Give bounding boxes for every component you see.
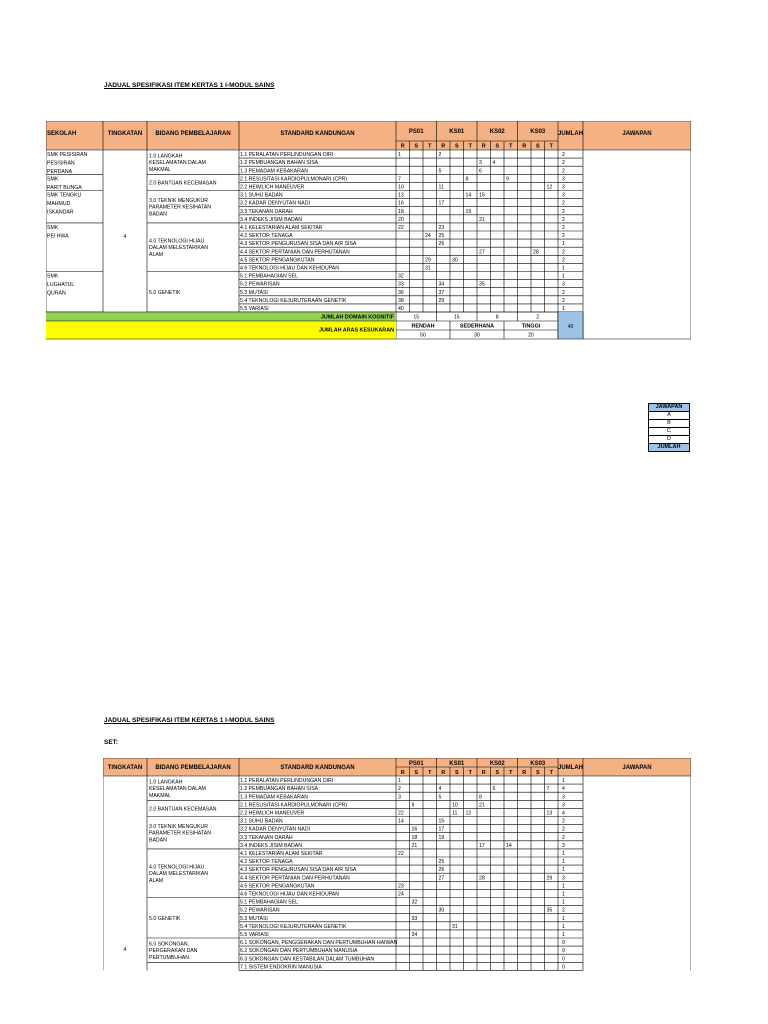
bidang-pembelajaran: DALAM MELESTARIKAN (149, 871, 208, 878)
item-number: 31 (425, 265, 431, 272)
header-rst: T (468, 143, 472, 150)
item-number: 32 (411, 899, 418, 906)
row-jumlah: 2 (562, 834, 565, 841)
header-rst: T (549, 769, 553, 776)
item-number: 20 (398, 216, 404, 223)
standard-kandungan: 4.5 SEKTOR PENGANGKUTAN (240, 257, 315, 264)
bidang-pembelajaran: PERGERAKAN DAN (149, 948, 198, 955)
bidang-pembelajaran: 5.0 GENETIK (149, 915, 181, 922)
header-rst: S (454, 769, 459, 776)
bidang-pembelajaran: ALAM (149, 252, 164, 258)
header-rst: S (535, 769, 540, 776)
bidang-pembelajaran: BADAN (149, 837, 167, 844)
item-number: 14 (398, 818, 404, 825)
standard-kandungan: 3.4 INDEKS JISIM BADAN (240, 216, 302, 223)
standard-kandungan: 2.1 RESUSITASI KARDIOPULMONARI (CPR) (240, 176, 348, 183)
bidang-pembelajaran: PERTUMBUHAN (149, 954, 189, 961)
row-jumlah: 4 (562, 810, 565, 817)
item-number: 9 (411, 802, 415, 809)
standard-kandungan: 4.1 KELESTARIAN ALAM SEKITAR (240, 851, 323, 857)
row-jumlah: 1 (562, 306, 565, 312)
standard-kandungan: 7.1 SISTEM ENDOKRIN MANUSIA (240, 964, 322, 971)
aras-level-label: SEDERHANA (459, 323, 495, 330)
bidang-pembelajaran: 2.0 BANTUAN KECEMASAN (149, 806, 217, 813)
standard-kandungan: 4.1 KELESTARIAN ALAM SEKITAR (240, 225, 323, 231)
header-rst: T (468, 769, 472, 776)
row-jumlah: 3 (562, 184, 565, 191)
item-number: 32 (398, 273, 404, 280)
standard-kandungan: 5.4 TEKNOLOGI KEJURUTERAAN GENETIK (240, 923, 347, 930)
item-number: 12 (465, 810, 472, 817)
item-number: 17 (479, 842, 485, 849)
item-number: 3 (479, 160, 482, 167)
standard-kandungan: 4.4 SEKTOR PERTANIAN DAN PERHUTANAN (240, 249, 350, 256)
tingkatan-value: 4 (123, 234, 127, 241)
row-jumlah: 2 (562, 225, 565, 231)
domain-value: 8 (495, 314, 499, 321)
row-jumlah: 2 (562, 289, 565, 296)
sekolah-name: MAHMUD (47, 201, 71, 207)
row-jumlah: 2 (562, 200, 565, 207)
item-number: 10 (452, 802, 458, 809)
sekolah-name: SMK (47, 176, 59, 183)
bidang-pembelajaran: 4.0 TEKNOLOGI HIJAU (149, 238, 205, 245)
row-jumlah: 1 (562, 867, 565, 874)
header-group: PS01 (408, 760, 424, 767)
header-jawapan: JAWAPAN (622, 131, 652, 137)
header-tingkatan: TINGKATAN (107, 131, 143, 137)
sekolah-name: PESISIRAN (47, 160, 75, 167)
standard-kandungan: 4.3 SEKTOR PENGURUSAN SISA DAN AIR SISA (240, 867, 357, 874)
spec-table-2 (103, 758, 691, 1024)
standard-kandungan: 6.2 SOKONGAN DAN PERTUMBUHAN MANUSIA (240, 948, 358, 955)
row-jumlah: 1 (562, 923, 565, 930)
standard-kandungan: 4.5 SEKTOR PENGANGKUTAN (240, 883, 315, 890)
item-number: 35 (546, 907, 553, 914)
row-jumlah: 1 (562, 891, 565, 898)
item-number: 40 (398, 306, 404, 312)
standard-kandungan: 1.3 PEMADAM KEBAKARAN (240, 794, 309, 801)
item-number: 33 (398, 281, 404, 288)
row-jumlah: 0 (562, 964, 565, 971)
domain-label: JUMLAH DOMAIN KOGNITIF (320, 314, 394, 321)
header-jumlah: JUMLAH (558, 131, 583, 137)
standard-kandungan: 4.3 SEKTOR PENGURUSAN SISA DAN AIR SISA (240, 241, 357, 248)
sekolah-name: ISKANDAR (47, 209, 74, 216)
item-number: 38 (398, 297, 404, 304)
row-jumlah: 2 (562, 826, 565, 833)
row-jumlah: 3 (562, 842, 565, 849)
standard-kandungan: 5.4 TEKNOLOGI KEJURUTERAAN GENETIK (240, 297, 347, 304)
item-number: 23 (398, 883, 404, 890)
row-jumlah: 2 (562, 257, 565, 264)
header-group: KS02 (489, 760, 505, 767)
standard-kandungan: 5.5 VARIASI (240, 932, 269, 938)
row-jumlah: 3 (562, 802, 565, 809)
standard-kandungan: 3.4 INDEKS JISIM BADAN (240, 842, 302, 849)
row-jumlah: 1 (562, 859, 565, 866)
standard-kandungan: 4.2 SEKTOR TENAGA (240, 859, 293, 866)
row-jumlah: 3 (562, 176, 565, 183)
item-number: 11 (438, 184, 444, 191)
aras-level-label: TINGGI (521, 323, 541, 330)
row-jumlah: 2 (562, 216, 565, 223)
sekolah-name: SMK TENGKU (47, 192, 82, 199)
row-jumlah: 2 (562, 233, 565, 240)
aras-level-label: RENDAH (411, 323, 435, 330)
row-jumlah: 2 (562, 152, 565, 159)
header-rst: S (414, 769, 419, 776)
item-number: 25 (438, 233, 445, 240)
item-number: 6 (479, 168, 482, 175)
bidang-pembelajaran: 3.0 TEKNIK MENGUKUR (149, 197, 208, 204)
bidang-pembelajaran: KESELAMATAN DALAM (149, 786, 206, 793)
header-rst: R (400, 143, 405, 150)
item-number: 18 (411, 834, 418, 841)
standard-kandungan: 6.3 SOKONGAN DAN KESTABILAN DALAM TUMBUHAN (240, 956, 375, 963)
standard-kandungan: 5.3 MUTASI (240, 289, 268, 296)
item-number: 34 (438, 281, 445, 288)
item-number: 13 (398, 192, 404, 199)
header-standard: STANDARD KANDUNGAN (280, 131, 355, 137)
item-number: 14 (465, 192, 472, 199)
item-number: 5 (438, 168, 442, 175)
item-number: 19 (465, 208, 472, 215)
bidang-pembelajaran: MAKMAL (149, 792, 171, 799)
standard-kandungan: 3.2 KADAR DENYUTAN NADI (240, 826, 310, 833)
sekolah-name: QURAN (47, 290, 66, 297)
standard-kandungan: 6.1 SOKONGAN, PENGGERAKAN DAN PERTUMBUHAN HAIWAN (240, 940, 398, 947)
item-number: 15 (438, 818, 445, 825)
item-number: 28 (533, 249, 539, 256)
item-number: 4 (438, 786, 442, 793)
item-number: 7 (546, 786, 550, 793)
item-number: 23 (438, 225, 445, 231)
header-row-fill (46, 121, 691, 150)
header-rst: R (481, 769, 486, 776)
header-group: KS03 (530, 760, 546, 767)
set-label: SET: (104, 739, 119, 746)
item-number: 2 (438, 152, 442, 159)
header-rst: R (441, 769, 446, 776)
item-number: 8 (479, 794, 482, 801)
item-number: 12 (546, 184, 553, 191)
row-jumlah: 3 (562, 192, 565, 199)
item-number: 25 (438, 859, 445, 866)
bidang-pembelajaran: 6.0 SOKONGAN, (149, 941, 190, 948)
header-jawapan: JAWAPAN (622, 765, 652, 771)
row-jumlah: 2 (562, 818, 565, 825)
item-number: 24 (425, 233, 431, 240)
standard-kandungan: 2.1 RESUSITASI KARDIOPULMONARI (CPR) (240, 802, 348, 809)
standard-kandungan: 1.2 PEMBUANGAN BAHAN SISA (240, 786, 319, 793)
sekolah-name: SMK (47, 273, 59, 280)
item-number: 1 (398, 778, 401, 785)
standard-kandungan: 1.2 PEMBUANGAN BAHAN SISA (240, 160, 319, 167)
bidang-pembelajaran: 4.0 TEKNOLOGI HIJAU (149, 864, 205, 871)
spec-table-1 (46, 121, 691, 393)
aras-level-value: 20 (528, 332, 534, 339)
header-group: PS01 (408, 129, 424, 135)
bidang-pembelajaran: 1.0 LANGKAH (149, 153, 183, 160)
row-jumlah: 1 (562, 273, 565, 280)
item-number: 5 (438, 794, 442, 801)
row-jumlah: 2 (562, 168, 565, 175)
bidang-pembelajaran: 3.0 TEKNIK MENGUKUR (149, 823, 208, 830)
header-rst: S (535, 143, 540, 150)
item-number: 21 (479, 216, 485, 223)
item-number: 21 (479, 802, 485, 809)
row-jumlah: 1 (562, 883, 565, 890)
item-number: 30 (452, 257, 458, 264)
standard-kandungan: 5.3 MUTASI (240, 915, 268, 922)
bidang-pembelajaran: DALAM MELESTARIKAN (149, 245, 208, 252)
row-jumlah: 1 (562, 265, 565, 272)
item-number: 24 (398, 891, 404, 898)
document-title-1: JADUAL SPESIFIKASI ITEM KERTAS 1 I-MODUL SAINS (104, 82, 275, 89)
item-number: 29 (546, 875, 553, 882)
row-jumlah: 1 (562, 899, 565, 906)
header-bidang: BIDANG PEMBELAJARAN (155, 131, 231, 137)
item-number: 15 (479, 192, 485, 199)
row-jumlah: 0 (562, 956, 565, 963)
header-rst: S (495, 143, 500, 150)
item-number: 36 (398, 289, 404, 296)
row-jumlah: 2 (562, 297, 565, 304)
header-bidang: BIDANG PEMBELAJARAN (155, 765, 231, 771)
item-number: 26 (438, 867, 445, 874)
standard-kandungan: 5.1 PEMBAHAGIAN SEL (240, 273, 298, 280)
row-jumlah: 3 (562, 875, 565, 882)
bidang-pembelajaran: PARAMETER KESIHATAN (149, 204, 211, 211)
item-number: 31 (452, 923, 458, 930)
aras-level-value: 50 (420, 332, 426, 339)
item-number: 35 (479, 281, 485, 288)
header-group: KS01 (449, 760, 465, 767)
standard-kandungan: 2.2 HEIMLICH MANEUVER (240, 810, 305, 817)
header-rst: T (428, 143, 432, 150)
header-group: KS02 (489, 129, 505, 135)
row-jumlah: 1 (562, 915, 565, 922)
item-number: 16 (398, 200, 404, 207)
header-jumlah: JUMLAH (558, 765, 583, 771)
standard-kandungan: 5.2 PEWARISAN (240, 281, 280, 288)
aras-label: JUMLAH ARAS KESUKARAN (319, 327, 394, 334)
item-number: 1 (398, 152, 401, 159)
header-group: KS03 (530, 129, 546, 135)
item-number: 7 (398, 176, 401, 183)
domain-value: 2 (536, 314, 540, 321)
sekolah-name: SMK (47, 224, 59, 231)
header-group: KS01 (449, 129, 465, 135)
sekolah-name: PARIT BUNGA (47, 184, 82, 191)
row-jumlah: 0 (562, 940, 565, 947)
item-number: 2 (398, 786, 401, 793)
row-jumlah: 1 (562, 241, 565, 248)
item-number: 33 (411, 915, 418, 922)
row-jumlah: 3 (562, 794, 565, 801)
standard-kandungan: 3.1 SUHU BADAN (240, 192, 283, 199)
standard-kandungan: 1.1 PERALATAN PERLINDUNGAN DIRI (240, 778, 334, 785)
standard-kandungan: 5.1 PEMBAHAGIAN SEL (240, 899, 298, 906)
item-number: 17 (438, 826, 445, 833)
item-number: 29 (438, 297, 445, 304)
item-number: 19 (438, 834, 445, 841)
standard-kandungan: 3.3 TEKANAN DARAH (240, 208, 293, 215)
item-number: 3 (398, 794, 401, 801)
bidang-pembelajaran: 2.0 BANTUAN KECEMASAN (149, 180, 217, 187)
bidang-pembelajaran: PARAMETER KESIHATAN (149, 830, 211, 837)
header-rst: T (509, 143, 513, 150)
item-number: 28 (479, 875, 485, 882)
item-number: 18 (398, 208, 404, 215)
header-rst: R (481, 143, 486, 150)
header-standard: STANDARD KANDUNGAN (280, 765, 355, 771)
standard-kandungan: 5.5 VARIASI (240, 306, 269, 312)
row-jumlah: 4 (562, 786, 565, 793)
jawapan-option: C (649, 428, 690, 436)
item-number: 8 (465, 176, 469, 183)
jawapan-table-footer: JUMLAH (649, 444, 690, 452)
standard-kandungan: 1.1 PERALATAN PERLINDUNGAN DIRI (240, 152, 334, 159)
header-rst: R (441, 143, 446, 150)
item-number: 11 (452, 810, 458, 817)
item-number: 22 (398, 810, 404, 817)
header-rst: S (414, 143, 419, 150)
sekolah-name: PERDANA (47, 169, 73, 175)
jawapan-option: A (649, 412, 690, 420)
jawapan-table (648, 403, 690, 452)
standard-kandungan: 4.6 TEKNOLOGI HIJAU DAN KEHIDUPAN (240, 891, 339, 898)
sekolah-name: LUGHATUL (47, 282, 75, 288)
bidang-pembelajaran: MAKMAL (149, 166, 171, 173)
bidang-pembelajaran: BADAN (149, 211, 167, 218)
header-rst: T (549, 143, 553, 150)
item-number: 6 (492, 786, 496, 793)
item-number: 16 (411, 826, 418, 833)
jawapan-option: B (649, 420, 690, 428)
row-jumlah: 1 (562, 851, 565, 857)
row-jumlah: 1 (562, 778, 565, 785)
aras-level-value: 30 (474, 332, 480, 339)
standard-kandungan: 3.2 KADAR DENYUTAN NADI (240, 200, 310, 207)
item-number: 4 (492, 160, 496, 167)
item-number: 21 (411, 842, 418, 849)
bidang-pembelajaran: KESELAMATAN DALAM (149, 160, 206, 167)
tingkatan-value: 4 (123, 946, 127, 953)
item-number: 14 (506, 842, 512, 849)
bidang-pembelajaran: 5.0 GENETIK (149, 289, 181, 296)
jawapan-table-header: JAWAPAN (649, 404, 690, 412)
domain-value: 15 (413, 314, 420, 321)
standard-kandungan: 2.2 HEIMLICH MANEUVER (240, 184, 305, 191)
header-rst: R (522, 769, 527, 776)
sekolah-name: PEI HWA (47, 233, 69, 240)
header-rst: R (400, 769, 405, 776)
standard-kandungan: 3.3 TEKANAN DARAH (240, 834, 293, 841)
item-number: 22 (398, 851, 404, 857)
item-number: 13 (546, 810, 553, 817)
item-number: 27 (479, 249, 485, 256)
header-rst: S (454, 143, 459, 150)
item-number: 29 (425, 257, 431, 264)
row-jumlah: 2 (562, 249, 565, 256)
total-value: 40 (567, 324, 574, 330)
item-number: 27 (438, 875, 445, 882)
item-number: 26 (438, 241, 445, 248)
header-rst: R (522, 143, 527, 150)
standard-kandungan: 1.3 PEMADAM KEBAKARAN (240, 168, 309, 175)
row-jumlah: 2 (562, 907, 565, 914)
item-number: 10 (398, 184, 404, 191)
item-number: 9 (506, 176, 509, 183)
standard-kandungan: 4.6 TEKNOLOGI HIJAU DAN KEHIDUPAN (240, 265, 339, 272)
standard-kandungan: 4.2 SEKTOR TENAGA (240, 233, 293, 240)
header-rst: T (428, 769, 432, 776)
jawapan-option: D (649, 436, 690, 444)
bidang-pembelajaran: 1.0 LANGKAH (149, 779, 183, 786)
item-number: 34 (411, 932, 418, 938)
row-jumlah: 1 (562, 932, 565, 938)
header-rst: S (495, 769, 500, 776)
item-number: 30 (438, 907, 445, 914)
standard-kandungan: 5.2 PEWARISAN (240, 907, 280, 914)
header-rst: T (509, 769, 513, 776)
row-jumlah: 2 (562, 160, 565, 167)
document-title-2: JADUAL SPESIFIKASI ITEM KERTAS 1 I-MODUL SAINS (104, 717, 275, 724)
standard-kandungan: 4.4 SEKTOR PERTANIAN DAN PERHUTANAN (240, 875, 350, 882)
row-jumlah: 0 (562, 948, 565, 955)
header-tingkatan: TINGKATAN (107, 765, 143, 771)
bidang-pembelajaran: ALAM (149, 878, 164, 884)
sekolah-name: SMK PESISIRAN (47, 152, 88, 158)
row-jumlah: 2 (562, 208, 565, 215)
standard-kandungan: 3.1 SUHU BADAN (240, 818, 283, 825)
item-number: 17 (438, 200, 445, 207)
item-number: 22 (398, 225, 404, 231)
row-jumlah: 3 (562, 281, 565, 288)
domain-value: 15 (453, 314, 460, 321)
header-sekolah: SEKOLAH (47, 131, 77, 137)
item-number: 37 (438, 289, 445, 296)
